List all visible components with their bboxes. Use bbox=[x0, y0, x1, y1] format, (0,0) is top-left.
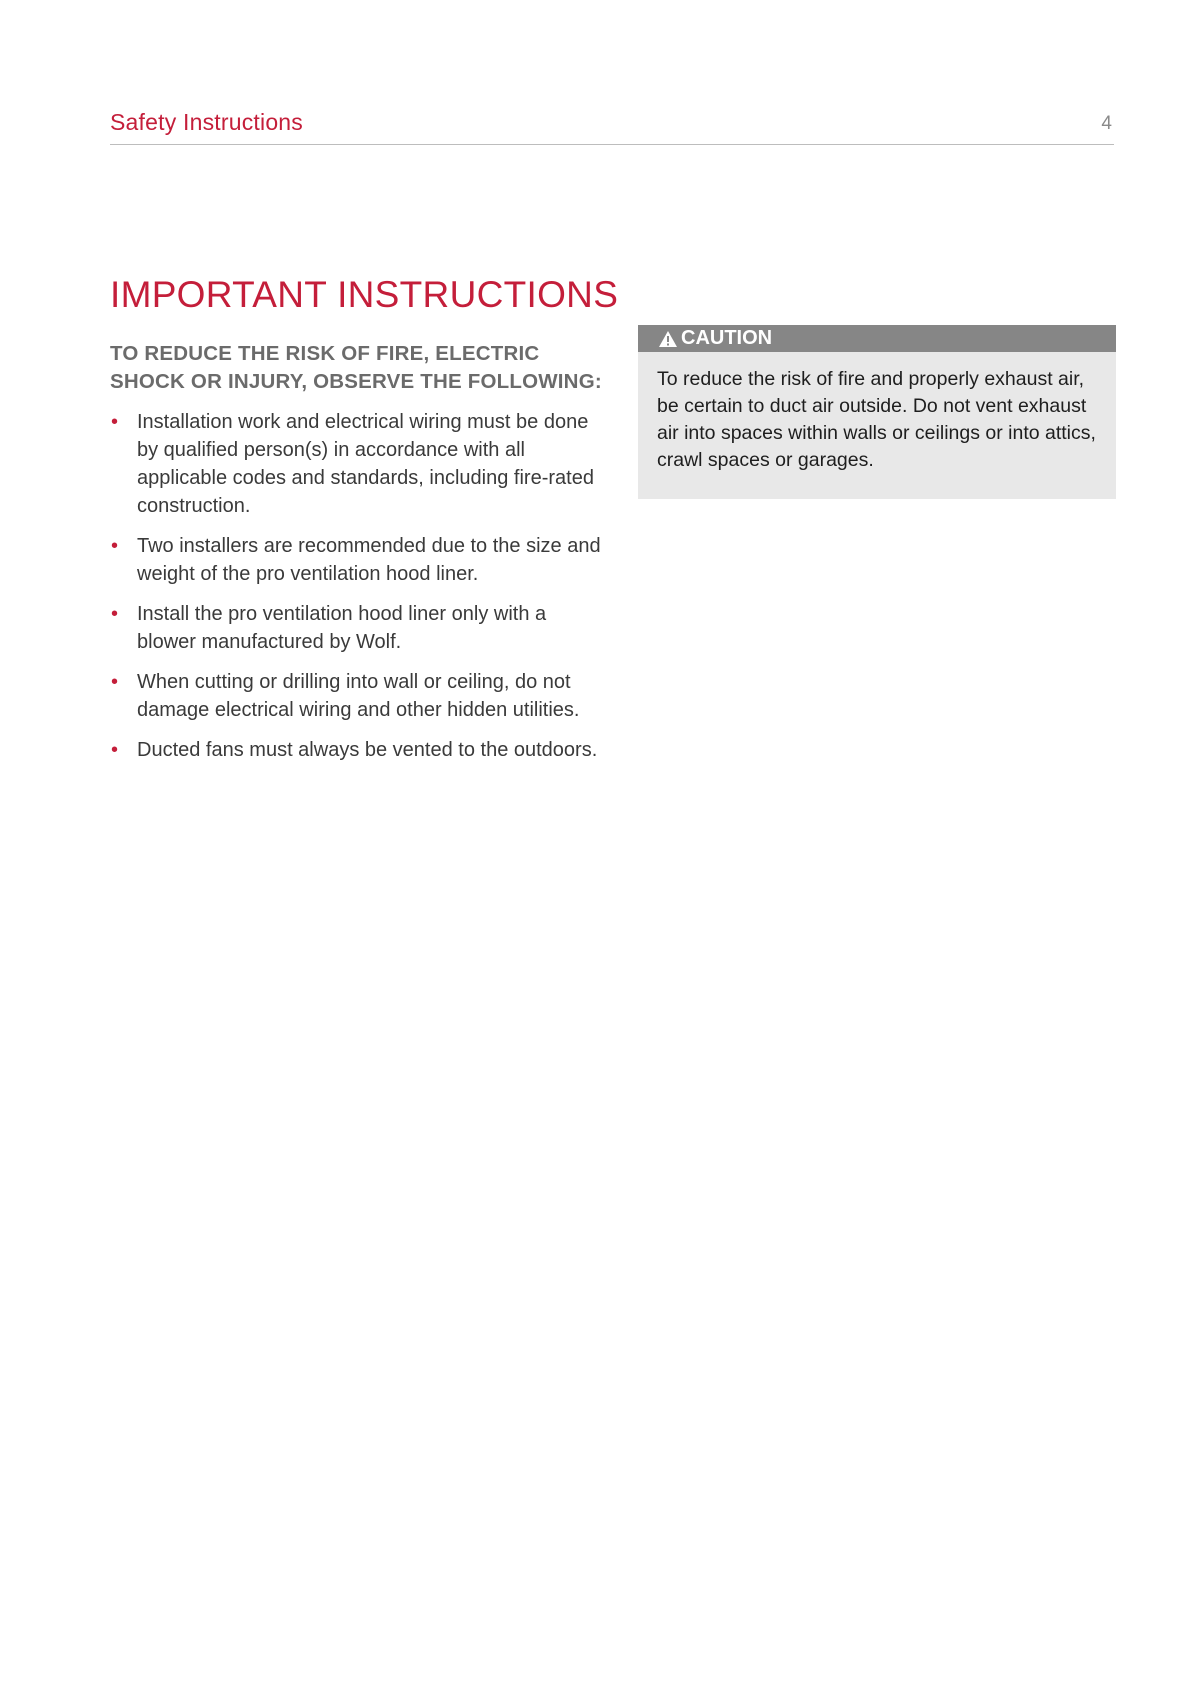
page-number: 4 bbox=[1101, 113, 1112, 134]
caution-box bbox=[638, 325, 1116, 499]
bullet-icon: • bbox=[111, 739, 119, 761]
caution-label: CAUTION bbox=[681, 327, 773, 349]
list-item-text: When cutting or drilling into wall or ceiling, do not damage electrical wiring and other hidden utilities. bbox=[137, 671, 580, 721]
bullet-icon: • bbox=[111, 671, 119, 693]
list-item bbox=[110, 736, 610, 764]
section-title: Safety Instructions bbox=[110, 109, 303, 135]
list-item-text: Install the pro ventilation hood liner only with a blower manufactured by Wolf. bbox=[137, 603, 547, 653]
bullet-icon: • bbox=[111, 535, 119, 557]
list-item bbox=[110, 532, 610, 588]
list-item bbox=[110, 668, 610, 724]
bullet-icon: • bbox=[111, 603, 119, 625]
warning-triangle-icon bbox=[658, 330, 678, 348]
bullet-icon: • bbox=[111, 411, 119, 433]
list-item bbox=[110, 600, 610, 656]
caution-text: To reduce the risk of fire and properly exhaust air, be certain to duct air outside. Do not vent exhaust air into spaces within walls or ceilings or into attics, crawl spaces or garages. bbox=[657, 368, 1096, 471]
page-title: IMPORTANT INSTRUCTIONS bbox=[110, 274, 619, 315]
list-item bbox=[110, 408, 610, 520]
instructions-list bbox=[110, 408, 610, 776]
page-header bbox=[110, 106, 1114, 145]
list-item-text: Ducted fans must always be vented to the outdoors. bbox=[137, 739, 598, 761]
instructions-subheading: TO REDUCE THE RISK OF FIRE, ELECTRIC SHOCK OR INJURY, OBSERVE THE FOLLOWING: bbox=[110, 342, 602, 393]
list-item-text: Two installers are recommended due to the size and weight of the pro ventilation hood liner. bbox=[137, 535, 601, 585]
list-item-text: Installation work and electrical wiring must be done by qualified person(s) in accordance with all applicable codes and standards, including fire-rated construction. bbox=[137, 411, 594, 517]
caution-header bbox=[638, 325, 1116, 352]
